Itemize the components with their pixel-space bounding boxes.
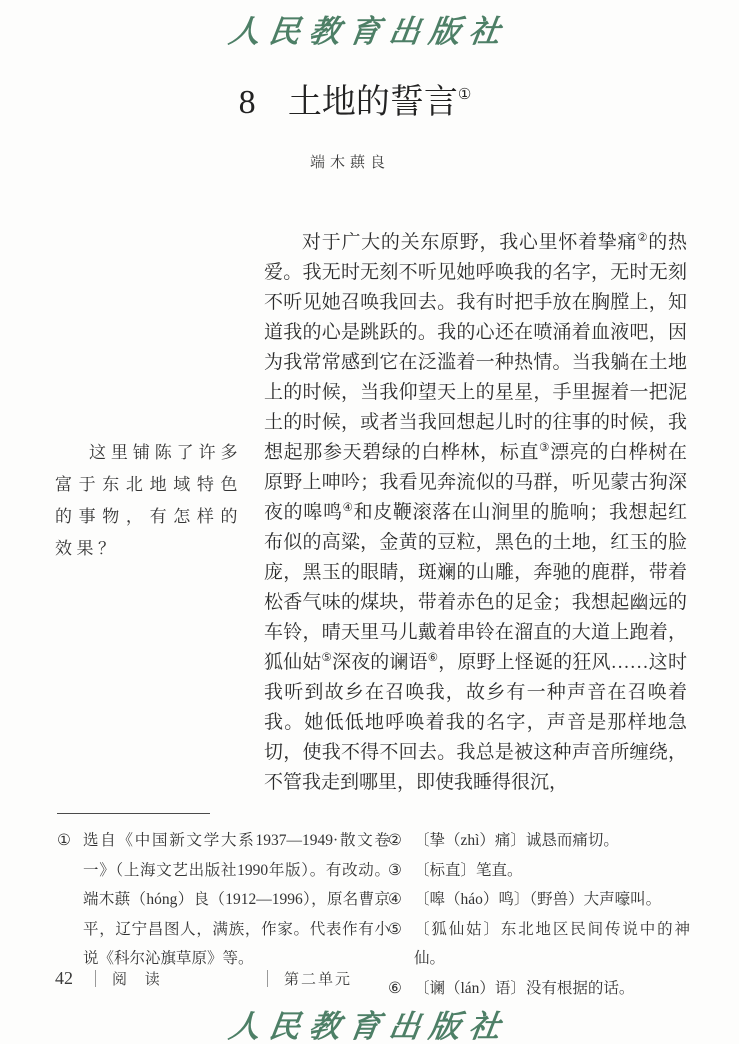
footnote-text: 选自《中国新文学大系1937—1949·散文卷一》（上海文艺出版社1990年版）。有改动。端木蕻（hóng）良（1912—1996），原名曹京平，辽宁昌图人，满族，作家。代表作有小说《科尔沁旗草原》等。: [83, 832, 390, 967]
footnote-ref: ⑤: [321, 652, 332, 664]
footnote-ref: ⑥: [427, 652, 439, 664]
publisher-logo-bottom: 人民教育出版社: [226, 1009, 512, 1044]
author-name: 端木蕻良: [309, 155, 390, 171]
footnote-marker: ③: [388, 861, 402, 879]
footnote-1: [57, 826, 390, 974]
footnote-marker: ②: [388, 832, 402, 849]
footnote-ref: ②: [637, 232, 649, 244]
lesson-title: [0, 74, 710, 123]
footnote-marker: ⑥: [388, 979, 402, 997]
footnote-ref: ④: [342, 502, 354, 514]
footnote-3: [388, 856, 690, 886]
title-footnote-ref: ①: [457, 87, 472, 103]
footer-divider-bar: [95, 970, 96, 987]
margin-note: 这里铺陈了许多富于东北地域特色的事物，有怎样的效果？: [55, 443, 242, 558]
footnotes-left-column: [57, 826, 390, 974]
footnote-text: 〔挚（zhì）痛〕诚恳而痛切。: [414, 832, 619, 849]
footnote-5: [388, 915, 690, 974]
footnote-text: 〔狐仙姑〕东北地区民间传说中的神仙。: [414, 920, 690, 967]
footnote-marker: ①: [57, 832, 71, 849]
page-footer: [55, 968, 685, 989]
footnote-marker: ④: [388, 891, 402, 908]
publisher-logo-top: 人民教育出版社: [226, 14, 512, 49]
footnote-divider: [57, 813, 210, 814]
footnote-4: [388, 885, 690, 915]
main-paragraph: 对于广大的关东原野，我心里怀着挚痛②的热爱。我无时无刻不听见她呼唤我的名字，无时无刻不听见她召唤我回去。我有时把手放在胸膛上，知道我的心是跳跃的。我的心还在喷涌着血液吧，因为我常常感到它在泛滥着一种热情。当我躺在土地上的时候，当我仰望天上的星星，手里握着一把泥土的时候，或者当我回想起儿时的往事的时候，我想起那参天碧绿的白桦林，标直③漂亮的白桦树在原野上呻吟；我看见奔流似的马群，听见蒙古狗深夜的嗥鸣④和皮鞭滚落在山涧里的脆响；我想起红布似的高粱，金黄的豆粒，黑色的土地，红玉的脸庞，黑玉的眼睛，斑斓的山雕，奔驰的鹿群，带着松香气味的煤块，带着赤色的足金；我想起幽远的车铃，晴天里马儿戴着串铃在溜直的大道上跑着，狐仙姑⑤深夜的谰语⑥，原野上怪诞的狂风……这时我听到故乡在召唤我，故乡有一种声音在召唤着我。她低低地呼唤着我的名字，声音是那样地急切，使我不得不回去。我总是被这种声音所缠绕，不管我走到哪里，即使我睡得很沉，: [264, 232, 687, 793]
lesson-number: 8: [238, 84, 256, 121]
footer-unit-label: 第二单元: [284, 972, 353, 988]
footnote-2: [388, 826, 690, 856]
footnote-text: 〔标直〕笔直。: [414, 861, 523, 879]
footnote-marker: ⑤: [388, 920, 402, 938]
lesson-title-text: 土地的誓言: [287, 84, 458, 121]
footnote-ref: ③: [539, 442, 551, 454]
page-number: 42: [55, 968, 73, 988]
footer-divider-bar: [267, 970, 268, 987]
footnote-text: 〔嗥（háo）鸣〕（野兽）大声嚎叫。: [414, 891, 662, 908]
footer-section-label: 阅 读: [112, 972, 167, 988]
footnote-text: 〔谰（lán）语〕没有根据的话。: [414, 979, 635, 997]
